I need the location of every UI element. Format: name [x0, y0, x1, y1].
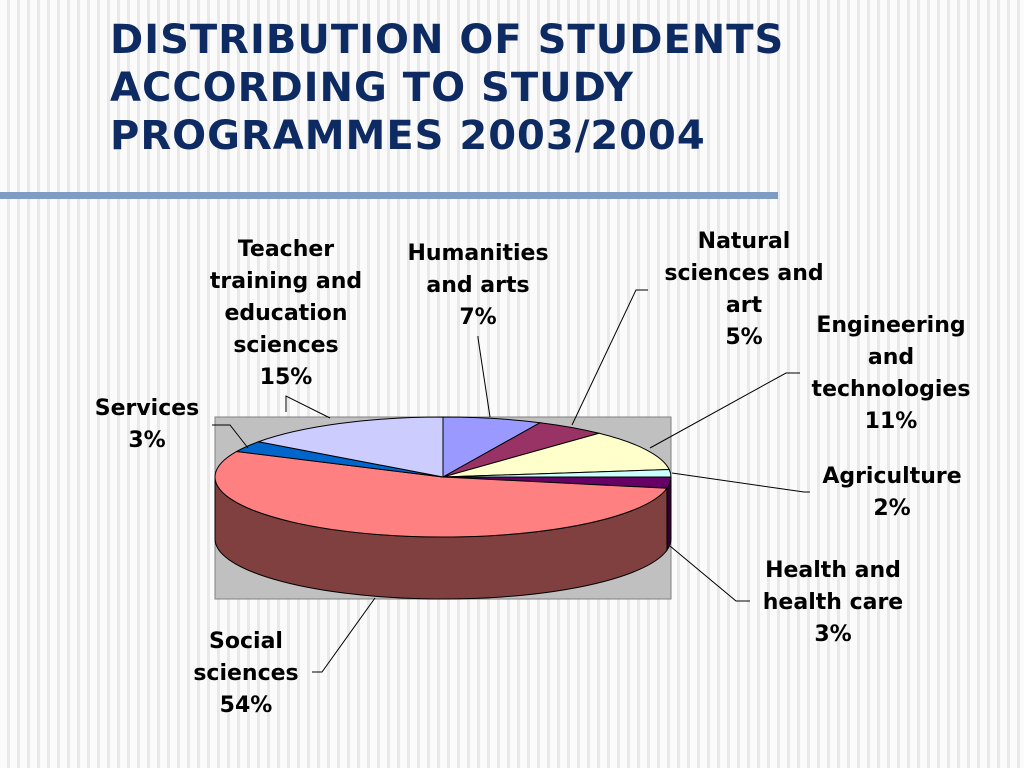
slice-label-line: technologies — [811, 377, 971, 402]
leader-line-teacher-training — [286, 396, 330, 418]
slice-percent-label: 5% — [725, 325, 763, 350]
leader-line-humanities — [478, 336, 490, 417]
slice-label-line: sciences — [193, 661, 299, 686]
leader-line-social-sciences — [312, 598, 375, 672]
slice-label-line: and — [867, 345, 915, 370]
leader-line-agriculture — [672, 473, 810, 492]
leader-line-natural-sciences — [572, 290, 648, 425]
slice-label-line: Services — [94, 396, 200, 421]
title-line-1: DISTRIBUTION OF STUDENTS — [110, 17, 785, 63]
slice-label-line: and arts — [426, 273, 530, 298]
slice-percent-label: 15% — [259, 365, 313, 390]
slice-label-line: sciences — [233, 333, 339, 358]
slice-percent-label: 3% — [128, 428, 166, 453]
slice-label-line: art — [725, 293, 763, 318]
slice-percent-label: 11% — [864, 409, 918, 434]
slice-label-line: Engineering — [816, 313, 966, 338]
slice-label-engineering — [798, 310, 984, 438]
slice-label-line: Humanities — [407, 241, 549, 266]
slice-percent-label: 7% — [459, 305, 497, 330]
slice-label-line: education — [224, 301, 348, 326]
slice-label-line: training and — [209, 269, 363, 294]
slice-percent-label: 2% — [873, 496, 911, 521]
slice-label-line: Agriculture — [822, 464, 962, 489]
leader-line-engineering — [650, 373, 800, 448]
title-line-2: ACCORDING TO STUDY — [110, 65, 634, 111]
slice-label-humanities — [390, 238, 566, 334]
leader-line-health — [670, 546, 750, 601]
pie-top-faces — [215, 417, 671, 537]
slice-label-services — [84, 393, 210, 457]
slice-label-line: Teacher — [237, 237, 335, 262]
title-line-3: PROGRAMMES 2003/2004 — [110, 113, 706, 159]
slice-label-line: Health and — [765, 558, 901, 583]
slice-percent-label: 54% — [219, 693, 273, 718]
slice-label-social-sciences — [180, 626, 312, 722]
slice-label-health — [748, 555, 918, 651]
slice-label-line: health care — [762, 590, 904, 615]
slice-label-agriculture — [808, 461, 976, 525]
slice-label-line: sciences and — [664, 261, 824, 286]
slice-label-line: Social — [209, 629, 283, 654]
slice-label-line: Natural — [697, 229, 791, 254]
slice-label-teacher-training — [190, 234, 382, 394]
slice-percent-label: 3% — [814, 622, 852, 647]
